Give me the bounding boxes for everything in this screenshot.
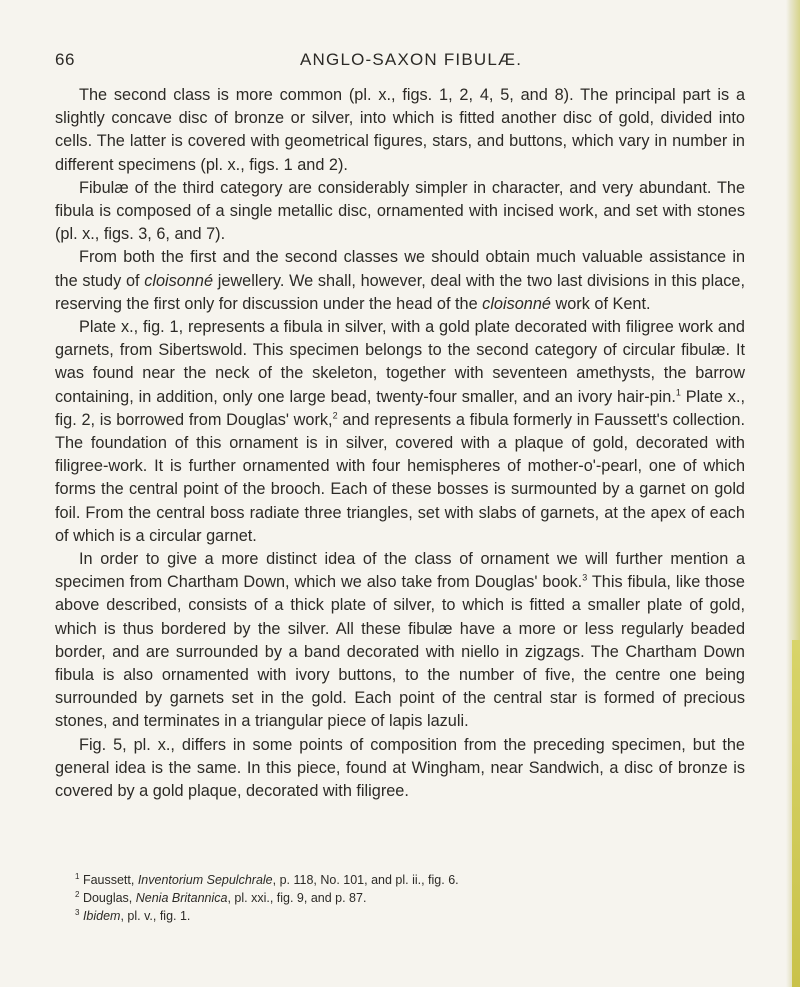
footnote-text: , p. 118, No. 101, and pl. ii., fig. 6. xyxy=(272,873,459,887)
paragraph-5 xyxy=(55,548,745,734)
footnote-mark: 3 xyxy=(75,907,80,917)
running-title: ANGLO-SAXON FIBULÆ. xyxy=(300,50,523,69)
paragraph-4-text-a: Plate x., fig. 1, represents a fibula in silver, with a gold plate decorated with filigree work and garnets, from Sibertswold. This specimen belongs to the second category of circular fibulæ. It was found near the neck of the skeleton, together with seventeen amethysts, the barrow containing, in addition, only one large bead, twenty-four smaller, and an ivory hair-pin. xyxy=(55,318,745,406)
paragraph-3-term-2: cloisonné xyxy=(482,294,551,313)
paragraph-4-text-c: and represents a fibula formerly in Faussett's collection. The foundation of this ornament is in silver, covered with a plaque of gold, decorated with filigree-work. It is further ornamented with four hemispheres of mother-o'-pearl, one of which forms the central point of the brooch. Each of these bosses is surmounted by a garnet on gold foil. From the central boss radiate three triangles, set with slabs of garnets, at the apex of each of which is a circular garnet. xyxy=(55,410,745,545)
footnote-title: Inventorium Sepulchrale xyxy=(137,873,273,887)
running-header xyxy=(0,50,800,74)
page-edge-stain xyxy=(792,640,800,987)
footnote-mark: 1 xyxy=(75,871,80,881)
footnote-title: Nenia Britannica xyxy=(135,891,228,905)
paragraph-3-text-b: jewellery. We shall, however, deal with the two last divisions in this place, reserving the first only for discussion under the head of the xyxy=(55,271,745,313)
paragraph-2: Fibulæ of the third category are considerably simpler in character, and very abundant. The fibula is composed of a single metallic disc, ornamented with incised work, and set with stones (pl. x., figs. 3, 6, and 7). xyxy=(55,178,745,244)
paragraph-4-text-b: Plate x., fig. 2, is borrowed from Douglas' work, xyxy=(55,387,745,429)
paragraph-3 xyxy=(55,246,745,316)
paragraph-3-term-1: cloisonné xyxy=(144,271,214,290)
paragraph-6: Fig. 5, pl. x., differs in some points of composition from the preceding specimen, but the general idea is the same. In this piece, found at Wingham, near Sandwich, a disc of bronze is covered by a gold plaque, decorated with filigree. xyxy=(55,735,745,801)
paragraph-3-text-a: From both the first and the second classes we should obtain much valuable assistance in the study of xyxy=(55,248,745,290)
paragraph-5-text-a: In order to give a more distinct idea of the class of ornament we will further mention a specimen from Chartham Down, which we also take from Douglas' book. xyxy=(55,550,745,592)
footnote-text: Douglas, xyxy=(82,891,136,905)
footnote-ref-3[interactable]: 3 xyxy=(582,572,588,583)
footnote-text: Faussett, xyxy=(82,873,138,887)
footnote-ref-2[interactable]: 2 xyxy=(332,410,338,421)
paragraph-4 xyxy=(55,316,745,548)
footnote-2 xyxy=(55,889,745,907)
footnote-title: Ibidem xyxy=(82,909,121,923)
footnote-text: , pl. xxi., fig. 9, and p. 87. xyxy=(227,891,367,905)
page-number: 66 xyxy=(55,50,76,69)
footnote-3 xyxy=(55,907,745,925)
footnote-ref-1[interactable]: 1 xyxy=(675,387,681,398)
footnote-text: , pl. v., fig. 1. xyxy=(120,909,191,923)
paragraph-3-text-c: work of Kent. xyxy=(550,294,651,313)
footnotes xyxy=(55,871,745,925)
body-text xyxy=(55,84,745,803)
paragraph-1: The second class is more common (pl. x., figs. 1, 2, 4, 5, and 8). The principal part is a slightly concave disc of bronze or silver, into which is fitted another disc of gold, divided into cells. The latter is covered with geometrical figures, stars, and buttons, which vary in number in different specimens (pl. x., figs. 1 and 2). xyxy=(55,86,745,174)
paragraph-5-text-b: This fibula, like those above described, consists of a thick plate of silver, to which is fitted a smaller plate of gold, which is thus bordered by the silver. All these fibulæ have a more or less regularly beaded border, and are surrounded by a band decorated with niello in zigzags. The Chartham Down fibula is also ornamented with ivory buttons, to the number of five, the centre one being surrounded by garnets set in the gold. Each point of the central star is formed of precious stones, and terminates in a triangular piece of lapis lazuli. xyxy=(55,573,745,731)
footnote-mark: 2 xyxy=(75,889,80,899)
footnote-1 xyxy=(55,871,745,889)
